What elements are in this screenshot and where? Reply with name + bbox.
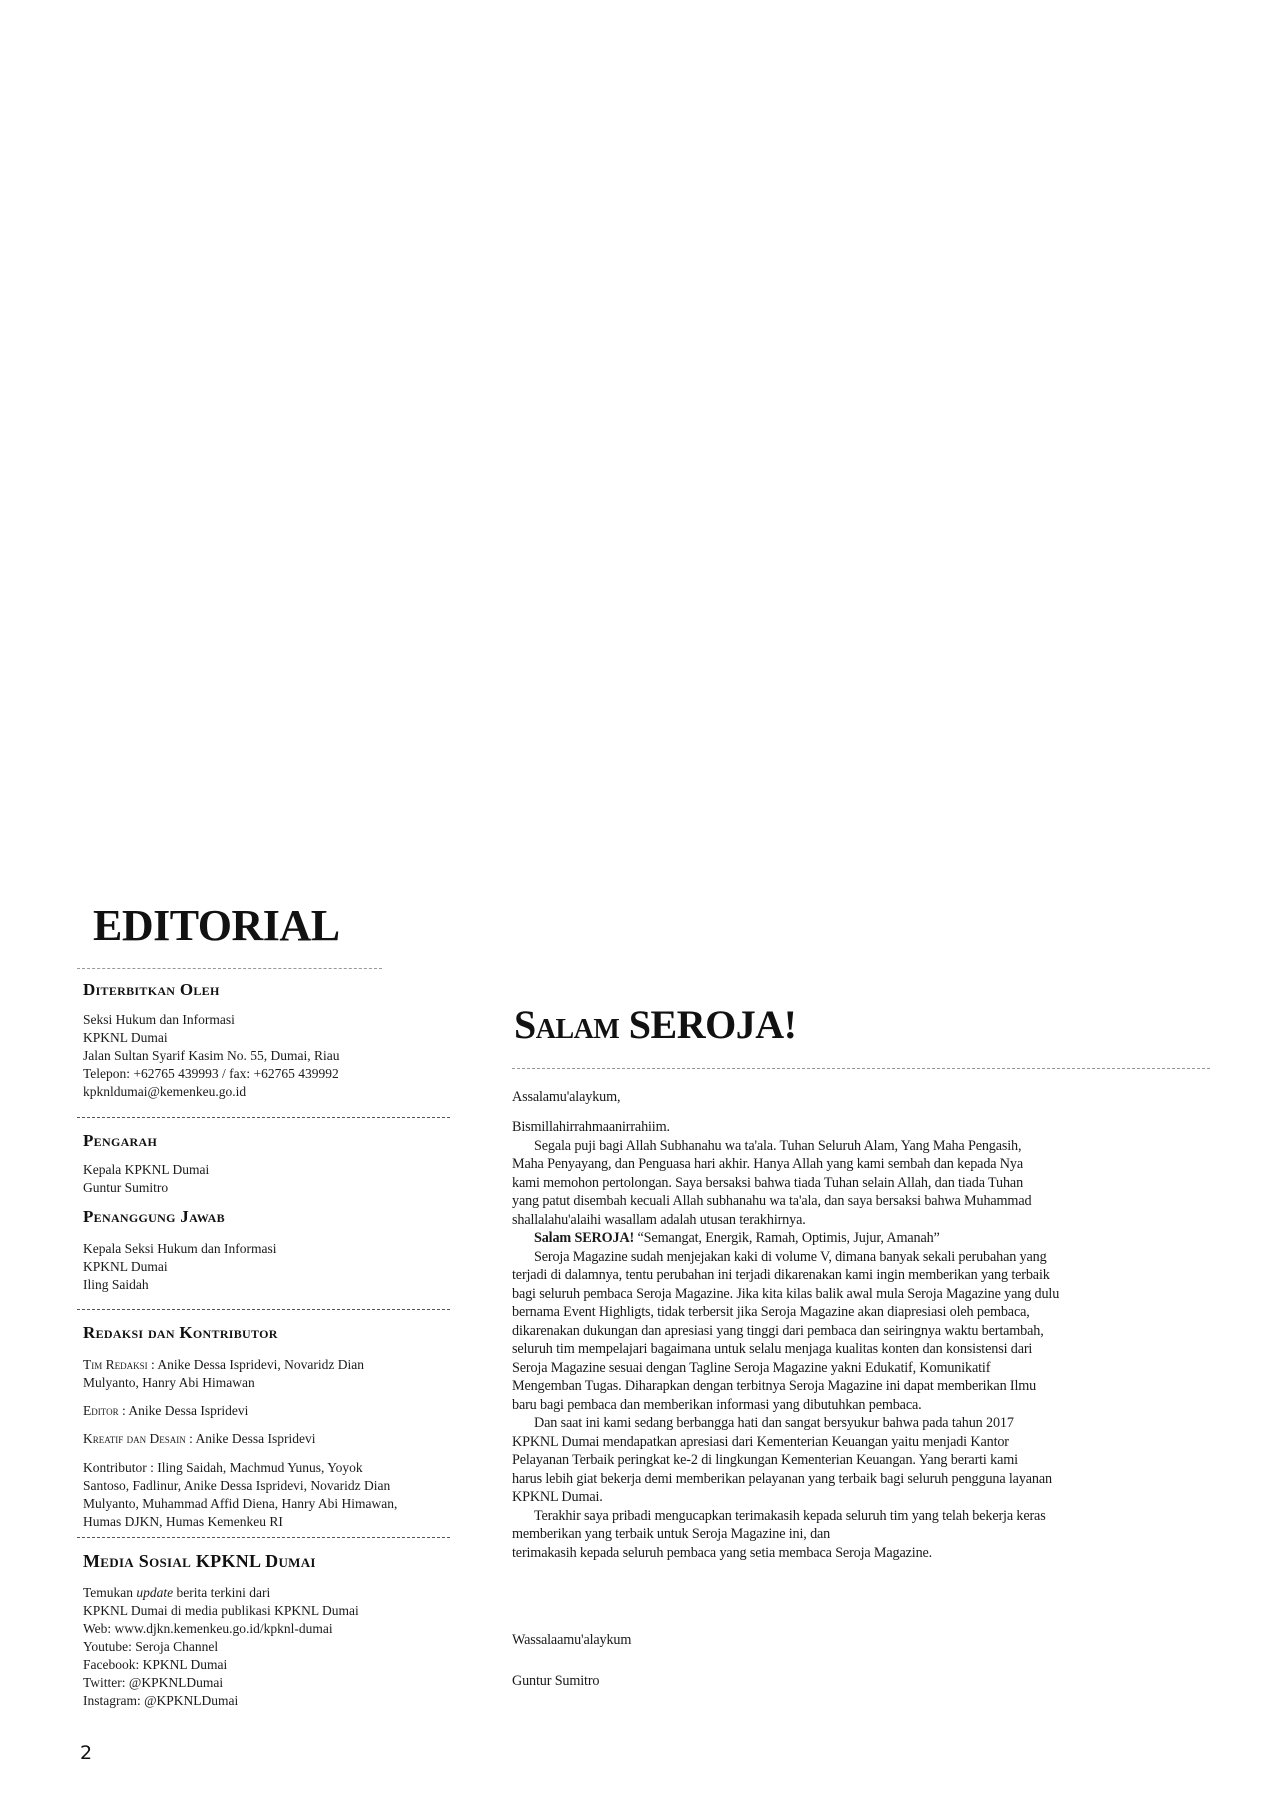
text-line: Web: www.djkn.kemenkeu.go.id/kpknl-dumai — [83, 1621, 333, 1636]
divider — [77, 968, 382, 969]
signature: Guntur Sumitro — [512, 1673, 600, 1689]
divider — [77, 1309, 450, 1310]
media-heading: Media Sosial KPKNL Dumai — [83, 1551, 316, 1571]
text-line: Jalan Sultan Syarif Kasim No. 55, Dumai, Riau — [83, 1048, 340, 1063]
divider — [77, 1537, 450, 1538]
text-line: KPKNL Dumai mendapatkan apresiasi dari Kementerian Keuangan yaitu menjadi Kantor — [512, 1433, 1009, 1450]
pengarah-lines — [83, 1161, 209, 1197]
paragraph-1 — [512, 1137, 1059, 1230]
pengarah-heading: Pengarah — [83, 1131, 158, 1150]
letter-body — [512, 1118, 1059, 1562]
text-line: bagi seluruh pembaca Seroja Magazine. Jika kita kilas balik awal mula Seroja Magazine yang dulu — [512, 1285, 1060, 1302]
text-line: Seksi Hukum dan Informasi — [83, 1012, 235, 1027]
media-lines — [83, 1602, 359, 1710]
bismillah: Bismillahirrahmaanirrahiim. — [512, 1119, 670, 1135]
divider — [512, 1068, 1210, 1069]
editor-line — [83, 1402, 248, 1420]
text-line: Dan saat ini kami sedang berbangga hati dan sangat bersyukur bahwa pada tahun 2017 — [534, 1415, 1014, 1431]
published-by-heading: Diterbitkan Oleh — [83, 980, 220, 999]
text-line: terimakasih kepada seluruh pembaca yang setia membaca Seroja Magazine. — [512, 1544, 933, 1561]
text-line: seluruh tim mempelajari bagaimana untuk selalu menjaga kualitas konten dan konsistensi dari — [512, 1341, 1033, 1357]
paragraph-5 — [512, 1507, 1059, 1563]
tim-redaksi — [83, 1356, 364, 1392]
penanggung-jawab-heading: Penanggung Jawab — [83, 1207, 225, 1226]
text-line: Terakhir saya pribadi mengucapkan terimakasih kepada seluruh tim yang telah bekerja keras — [534, 1507, 1046, 1524]
page-number: 2 — [80, 1742, 93, 1764]
redaksi-heading: Redaksi dan Kontributor — [83, 1323, 278, 1342]
editor-label: Editor — [83, 1403, 119, 1418]
published-by-lines — [83, 1011, 339, 1101]
media-intro-text: Temukan — [83, 1585, 137, 1600]
text-line: Pelayanan Terbaik peringkat ke-2 di lingkungan Kementerian Keuangan. Yang berarti kami — [512, 1452, 1018, 1468]
paragraph-4 — [512, 1414, 1059, 1507]
editor-value: : Anike Dessa Ispridevi — [118, 1403, 249, 1418]
text-line: Segala puji bagi Allah Subhanahu wa ta'ala. Tuhan Seluruh Alam, Yang Maha Pengasih, — [534, 1137, 1022, 1154]
text-line: Twitter: @KPKNLDumai — [83, 1675, 224, 1690]
media-intro — [83, 1584, 270, 1602]
text-line: dikarenakan dukungan dan apresiasi yang tinggi dari pembaca dan seiringnya waktu bertambah, — [512, 1322, 1044, 1339]
text-line: baru bagi pembaca dan memberikan informasi yang dibutuhkan pembaca. — [512, 1396, 922, 1413]
divider — [77, 1117, 450, 1118]
text-line: Kepala Seksi Hukum dan Informasi — [83, 1241, 277, 1256]
tagline: “Semangat, Energik, Ramah, Optimis, Jujur, Amanah” — [634, 1230, 940, 1246]
kreatif-value: : Anike Dessa Ispridevi — [185, 1431, 316, 1446]
text-line: Mengemban Tugas. Diharapkan dengan terbitnya Seroja Magazine ini dapat memberikan Ilmu — [512, 1378, 1037, 1394]
kreatif-line — [83, 1430, 315, 1448]
text-line: Santoso, Fadlinur, Anike Dessa Ispridevi, Novaridz Dian — [83, 1478, 391, 1493]
text-line: KPKNL Dumai — [83, 1259, 168, 1274]
text-line: Youtube: Seroja Channel — [83, 1639, 219, 1654]
tim-redaksi-label: Tim Redaksi — [83, 1357, 148, 1372]
text-line: Iling Saidah — [83, 1277, 149, 1292]
text-line: KPKNL Dumai. — [512, 1489, 603, 1505]
text-line: Seroja Magazine sudah menjejakan kaki di volume V, dimana banyak sekali perubahan yang — [534, 1248, 1047, 1265]
text-line: Telepon: +62765 439993 / fax: +62765 439992 — [83, 1066, 339, 1081]
text-line: terjadi di dalamnya, tentu perubahan ini terjadi dikarenakan kami ingin memberikan yang terbaik — [512, 1267, 1050, 1283]
text-line: Mulyanto, Muhammad Affid Diena, Hanry Abi Himawan, — [83, 1496, 398, 1511]
text-line: memberikan yang terbaik untuk Seroja Magazine ini, dan — [512, 1526, 831, 1542]
text-line: Seroja Magazine sesuai dengan Tagline Seroja Magazine yakni Edukatif, Komunikatif — [512, 1359, 991, 1376]
text-line: harus lebih giat bekerja demi memberikan pelayanan yang terbaik bagi seluruh pengguna layanan — [512, 1470, 1052, 1487]
text-line: yang patut disembah kecuali Allah subhanahu wa ta'ala, dan saya bersaksi bahwa Muhammad — [512, 1193, 1032, 1209]
editorial-title: EDITORIAL — [93, 901, 340, 950]
closing: Wassalaamu'alaykum — [512, 1632, 632, 1648]
kontributor-lines — [83, 1459, 397, 1531]
text-line: Facebook: KPKNL Dumai — [83, 1657, 228, 1672]
text-line: Humas DJKN, Humas Kemenkeu RI — [83, 1514, 283, 1529]
paragraph-3 — [512, 1248, 1059, 1415]
text-line: Guntur Sumitro — [83, 1180, 169, 1195]
media-intro-emphasis: update — [136, 1585, 174, 1600]
kreatif-label: Kreatif dan Desain — [83, 1431, 186, 1446]
text-line: Maha Penyayang, dan Penguasa hari akhir. Hanya Allah yang kami sembah dan kepada Nya — [512, 1156, 1023, 1172]
text-line: shallalahu'alaihi wasallam adalah utusan terakhirnya. — [512, 1211, 806, 1228]
greeting: Assalamu'alaykum, — [512, 1089, 621, 1105]
text-line: Kontributor : Iling Saidah, Machmud Yunus, Yoyok — [83, 1460, 363, 1475]
penanggung-jawab-lines — [83, 1240, 276, 1294]
salam-title: Salam SEROJA! — [514, 1002, 797, 1047]
text-line: Instagram: @KPKNLDumai — [83, 1693, 239, 1708]
media-intro-text: berita terkini dari — [173, 1585, 271, 1600]
text-line: kami memohon pertolongan. Saya bersaksi bahwa tiada Tuhan selain Allah, dan tiada Tuhan — [512, 1174, 1024, 1191]
text-line: bernama Event Highligts, tidak terbersit jika Seroja Magazine akan diapresiasi oleh pembaca, — [512, 1304, 1030, 1320]
tim-redaksi-line: : Anike Dessa Ispridevi, Novaridz Dian — [147, 1357, 364, 1372]
text-line: Kepala KPKNL Dumai — [83, 1162, 210, 1177]
text-line: kpknldumai@kemenkeu.go.id — [83, 1084, 247, 1099]
text-line: KPKNL Dumai — [83, 1030, 168, 1045]
salam-bold: Salam SEROJA! — [534, 1230, 635, 1246]
tim-redaksi-line: Mulyanto, Hanry Abi Himawan — [83, 1375, 255, 1390]
text-line: KPKNL Dumai di media publikasi KPKNL Dumai — [83, 1603, 359, 1618]
